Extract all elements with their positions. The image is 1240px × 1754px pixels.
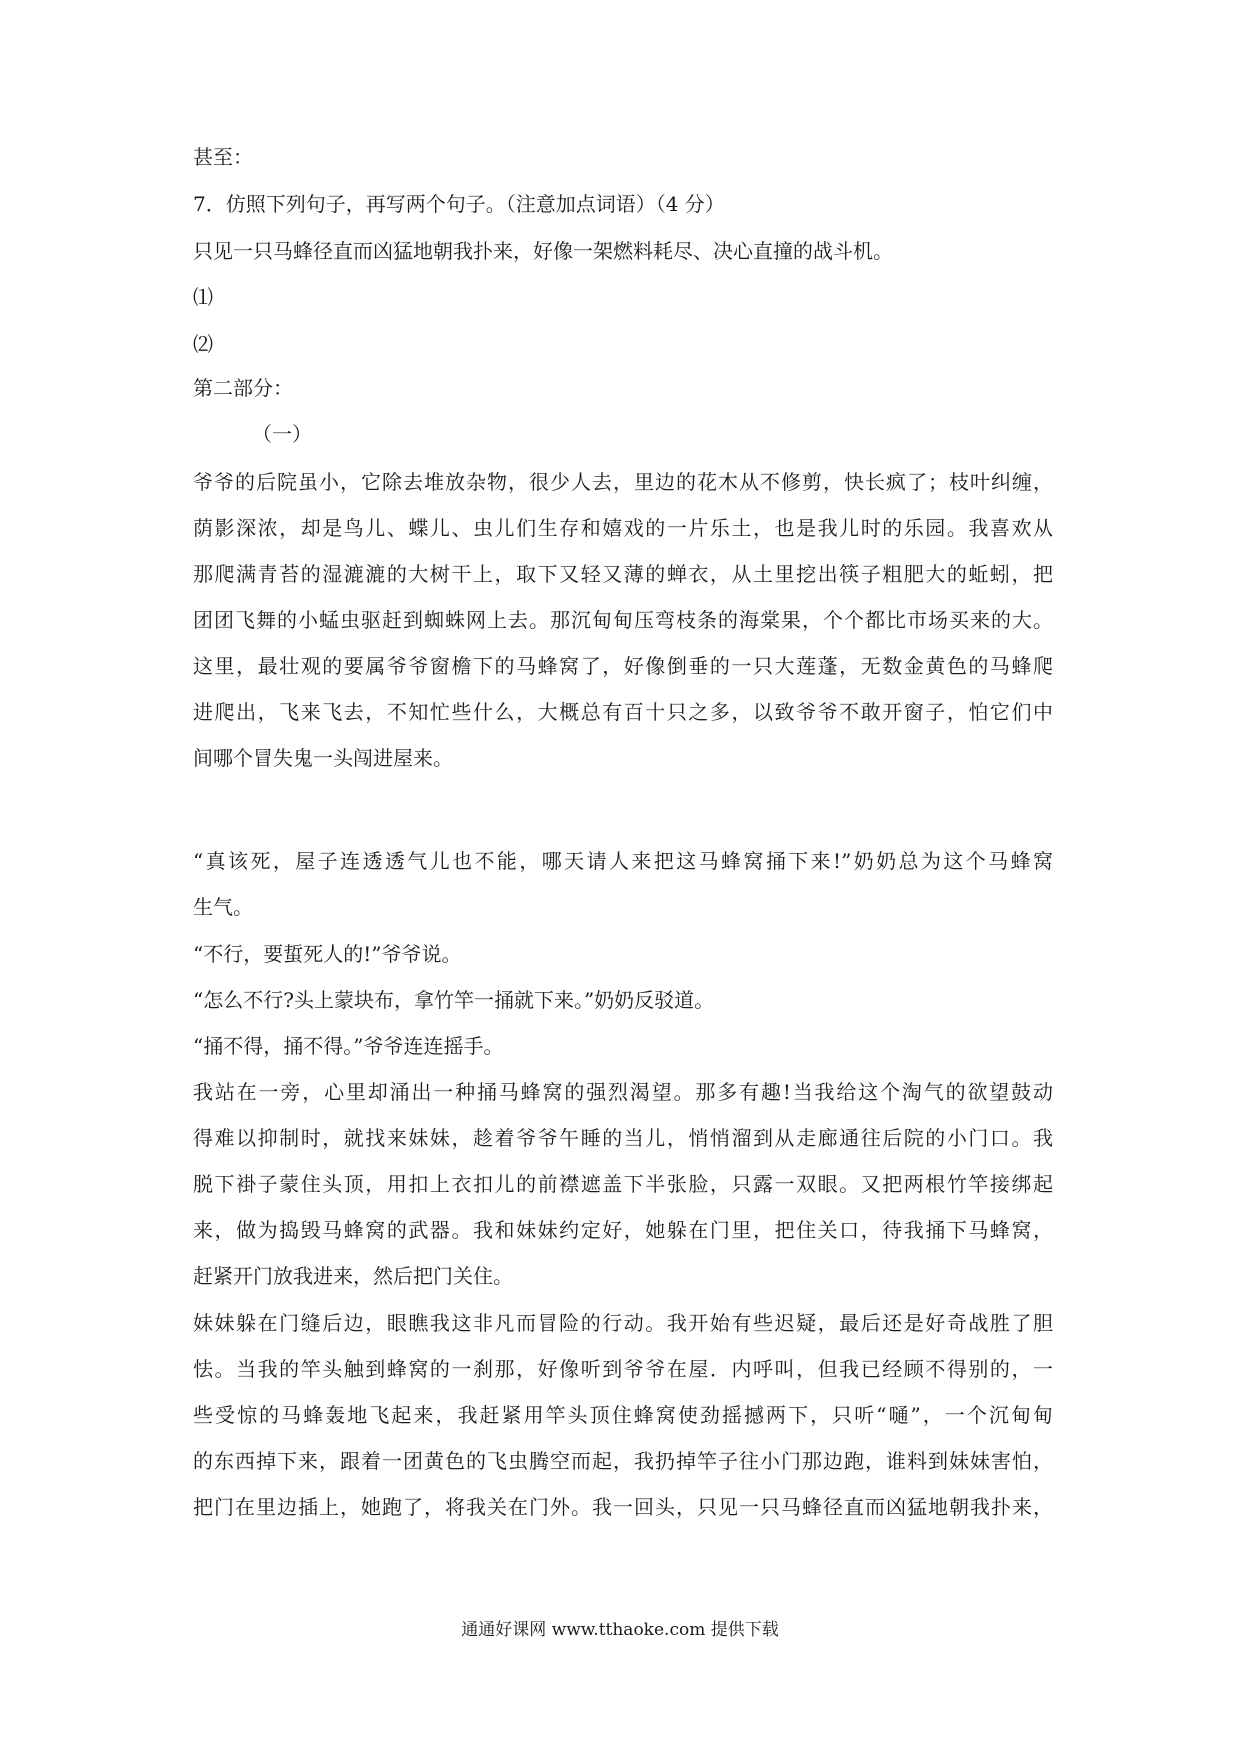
section-one-heading: （一） [252, 422, 312, 446]
paragraph-7-line: 把门在里边插上，她跑了，将我关在门外。我一回头，只见一只马蜂径直而凶猛地朝我扑来， [193, 1495, 1053, 1519]
paragraph-1-line: 那爬满青苔的湿漉漉的大树干上，取下又轻又薄的蝉衣，从土里挖出筷子粗肥大的蚯蚓，把 [193, 562, 1053, 586]
paragraph-1-line: 团团飞舞的小蜢虫驱赶到蜘蛛网上去。那沉甸甸压弯枝条的海棠果，个个都比市场买来的大。 [193, 608, 1053, 632]
paragraph-6-line: 得难以抑制时，就找来妹妹，趁着爷爷午睡的当儿，悄悄溜到从走廊通往后院的小门口。我 [193, 1126, 1053, 1150]
paragraph-1-last-line: 间哪个冒失鬼一头闯进屋来。 [193, 746, 453, 770]
paragraph-1-line: 这里，最壮观的要属爷爷窗檐下的马蜂窝了，好像倒垂的一只大莲蓬，无数金黄色的马蜂爬 [193, 654, 1053, 678]
dialogue-grandma: “怎么不行?头上蒙块布，拿竹竿一捅就下来。”奶奶反驳道。 [193, 988, 715, 1012]
paragraph-2-last-line: 生气。 [193, 895, 253, 919]
paragraph-6-last-line: 赶紧开门放我进来，然后把门关住。 [193, 1264, 513, 1288]
paragraph-7-line: 的东西掉下来，跟着一团黄色的飞虫腾空而起，我扔掉竿子往小门那边跑，谁料到妹妹害怕， [193, 1449, 1053, 1473]
question-7-example-sentence: 只见一只马蜂径直而凶猛地朝我扑来，好像一架燃料耗尽、决心直撞的战斗机。 [193, 239, 893, 263]
paragraph-1-line: 爷爷的后院虽小，它除去堆放杂物，很少人去，里边的花木从不修剪，快长疯了；枝叶纠缠， [193, 470, 1053, 494]
page-footer: 通通好课网 www.tthaoke.com 提供下载 [461, 1620, 779, 1640]
paragraph-6-line: 我站在一旁，心里却涌出一种捅马蜂窝的强烈渴望。那多有趣!当我给这个淘气的欲望鼓动 [193, 1080, 1053, 1104]
dialogue-grandpa: “不行，要蜇死人的!”爷爷说。 [193, 942, 462, 966]
question-7-prompt: 7．仿照下列句子，再写两个句子。（注意加点词语）（4 分） [193, 192, 725, 216]
paragraph-7-line: 妹妹躲在门缝后边，眼瞧我这非凡而冒险的行动。我开始有些迟疑，最后还是好奇战胜了胆 [193, 1311, 1053, 1335]
paragraph-6-line: 来，做为捣毁马蜂窝的武器。我和妹妹约定好，她躲在门里，把住关口，待我捅下马蜂窝， [193, 1218, 1053, 1242]
answer-blank-1: ⑴ [193, 285, 213, 309]
paragraph-1-line: 荫影深浓，却是鸟儿、蝶儿、虫儿们生存和嬉戏的一片乐土，也是我儿时的乐园。我喜欢从 [193, 516, 1053, 540]
paragraph-7-line: 怯。当我的竿头触到蜂窝的一刹那，好像听到爷爷在屋．内呼叫，但我已经顾不得别的，一 [193, 1357, 1053, 1381]
paragraph-7-line: 些受惊的马蜂轰地飞起来，我赶紧用竿头顶住蜂窝使劲摇撼两下，只听“嗵”，一个沉甸甸 [193, 1403, 1053, 1427]
dialogue-grandpa-2: “捅不得，捅不得。”爷爷连连摇手。 [193, 1034, 504, 1058]
paragraph-2-line: “真该死，屋子连透透气儿也不能，哪天请人来把这马蜂窝捅下来!”奶奶总为这个马蜂窝 [193, 849, 1053, 873]
paragraph-6-line: 脱下褂子蒙住头顶，用扣上衣扣儿的前襟遮盖下半张脸，只露一双眼。又把两根竹竿接绑起 [193, 1172, 1053, 1196]
paragraph-1-line: 进爬出，飞来飞去，不知忙些什么，大概总有百十只之多，以致爷爷不敢开窗子，怕它们中 [193, 700, 1053, 724]
part-two-heading: 第二部分： [193, 376, 293, 400]
previous-question-ending: 甚至： [193, 145, 253, 169]
answer-blank-2: ⑵ [193, 332, 213, 356]
